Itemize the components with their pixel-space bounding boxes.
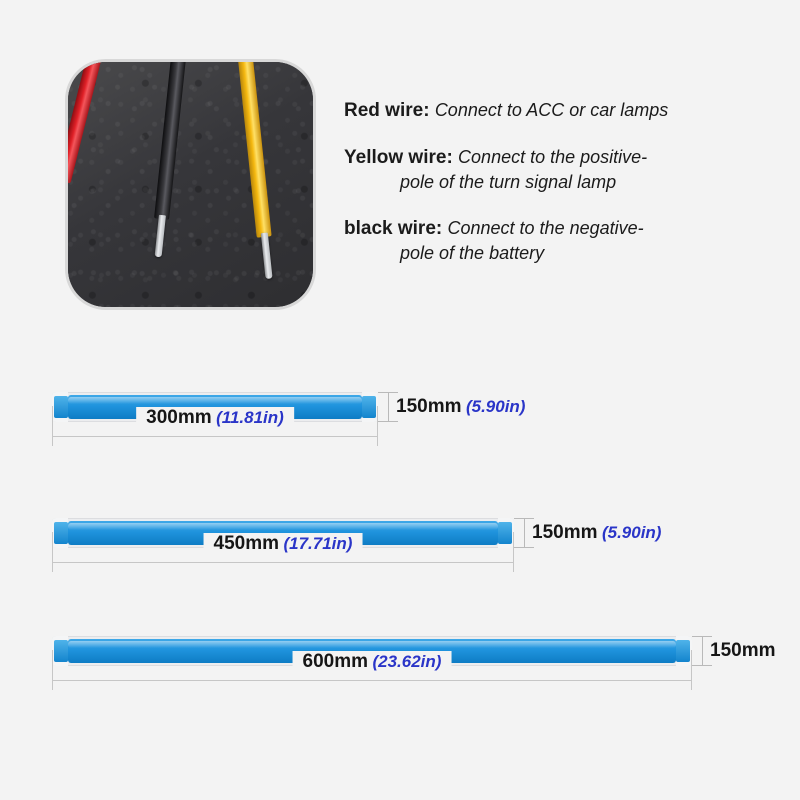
length-label-450mm [204, 533, 363, 555]
photo-background-texture [68, 62, 313, 307]
height-label-450mm [532, 522, 661, 544]
yellow-wire-description-line2: pole of the turn signal lamp [400, 171, 617, 192]
dimension-line-horizontal [52, 680, 692, 681]
height-label-600mm [710, 640, 776, 662]
yellow-wire-term: Yellow wire [344, 147, 447, 169]
black-wire-description: Connect to the negative- [447, 218, 644, 239]
length-label-300mm [136, 407, 294, 429]
length-dimension-450mm [52, 532, 514, 572]
length-value-inch: (11.81in) [216, 408, 284, 427]
dimension-extension-right [377, 406, 378, 446]
length-value-mm: 450mm [213, 533, 280, 554]
wiring-instructions-section [0, 0, 800, 330]
length-value-mm: 300mm [146, 407, 212, 428]
black-wire-separator: : [435, 218, 448, 240]
wire-photo [68, 62, 313, 307]
dimension-extension-left [52, 532, 53, 572]
red-wire-description: Connect to ACC or car lamps [434, 100, 669, 120]
dimension-line-vertical [524, 518, 525, 548]
dimension-extension-right [513, 532, 514, 572]
black-wire-term: black wire [344, 218, 436, 240]
size-diagrams-section [0, 336, 800, 800]
legend-row-red-wire [344, 98, 784, 123]
dimension-line-horizontal [52, 562, 514, 563]
length-dimension-300mm [52, 406, 378, 446]
yellow-wire-description: Connect to the positive- [458, 147, 648, 168]
height-value-mm: 150mm [710, 640, 776, 661]
wire-legend [344, 98, 784, 288]
length-value-inch: (23.62in) [372, 652, 442, 671]
height-value-inch: (5.90in) [465, 397, 526, 416]
legend-row-black-wire [344, 216, 784, 265]
dimension-line-vertical [388, 392, 389, 422]
height-value-mm: 150mm [396, 396, 462, 417]
dimension-line-vertical [702, 636, 703, 666]
dimension-extension-right [691, 650, 692, 690]
yellow-wire-bare-tip [260, 233, 272, 279]
black-wire-bare-tip [154, 215, 165, 258]
red-wire-term: Red wire [344, 100, 424, 121]
dimension-extension-left [52, 650, 53, 690]
black-wire-description-line2: pole of the battery [400, 242, 545, 263]
legend-row-yellow-wire [344, 145, 784, 194]
dimension-extension-left [52, 406, 53, 446]
length-label-600mm [293, 651, 452, 673]
red-wire-separator: : [423, 100, 435, 121]
length-value-mm: 600mm [302, 651, 369, 672]
dimension-line-horizontal [52, 436, 378, 437]
yellow-wire-separator: : [446, 147, 459, 169]
length-dimension-600mm [52, 650, 692, 690]
height-value-mm: 150mm [532, 522, 598, 543]
length-value-inch: (17.71in) [283, 534, 353, 553]
height-value-inch: (5.90in) [601, 523, 662, 542]
height-label-300mm [396, 396, 525, 418]
